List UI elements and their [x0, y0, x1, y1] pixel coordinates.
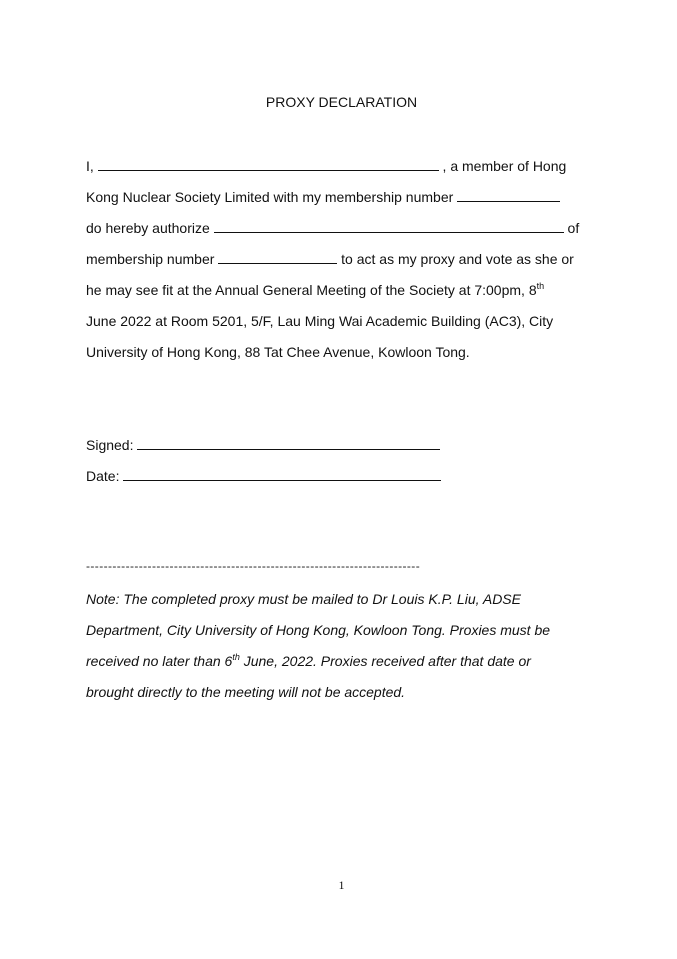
proxy-name-blank[interactable]: [214, 219, 564, 233]
declaration-line-3: do hereby authorize of: [86, 220, 580, 236]
member-name-blank[interactable]: [98, 157, 439, 171]
page-title: PROXY DECLARATION: [265, 94, 418, 110]
declaration-line-7: University of Hong Kong, 88 Tat Chee Avenue, Kowloon Tong.: [86, 344, 470, 360]
note-line-1: Note: The completed proxy must be mailed to Dr Louis K.P. Liu, ADSE: [86, 591, 521, 607]
signed-line: Signed:: [86, 436, 440, 454]
declaration-line-4: membership number to act as my proxy and vote as she or: [86, 251, 574, 267]
date-line: Date:: [86, 467, 441, 485]
page-number: 1: [338, 878, 345, 892]
declaration-line-2: Kong Nuclear Society Limited with my membership number: [86, 188, 560, 206]
note-line-4: brought directly to the meeting will not be accepted.: [86, 684, 406, 700]
declaration-line-1: I, , a member of Hong: [86, 158, 567, 174]
signature-blank[interactable]: [137, 436, 440, 450]
membership-number-blank[interactable]: [457, 188, 560, 202]
note-line-3: received no later than 6th June, 2022. Proxies received after that date or: [86, 652, 531, 669]
declaration-line-6: June 2022 at Room 5201, 5/F, Lau Ming Wai Academic Building (AC3), City: [86, 313, 554, 329]
separator-line: ----------------------------------------------------------------------------: [86, 559, 421, 573]
date-blank[interactable]: [123, 467, 441, 481]
note-line-2: Department, City University of Hong Kong, Kowloon Tong. Proxies must be: [86, 622, 551, 638]
declaration-line-5: he may see fit at the Annual General Meeting of the Society at 7:00pm, 8th: [86, 281, 545, 298]
proxy-membership-number-blank[interactable]: [218, 250, 337, 264]
